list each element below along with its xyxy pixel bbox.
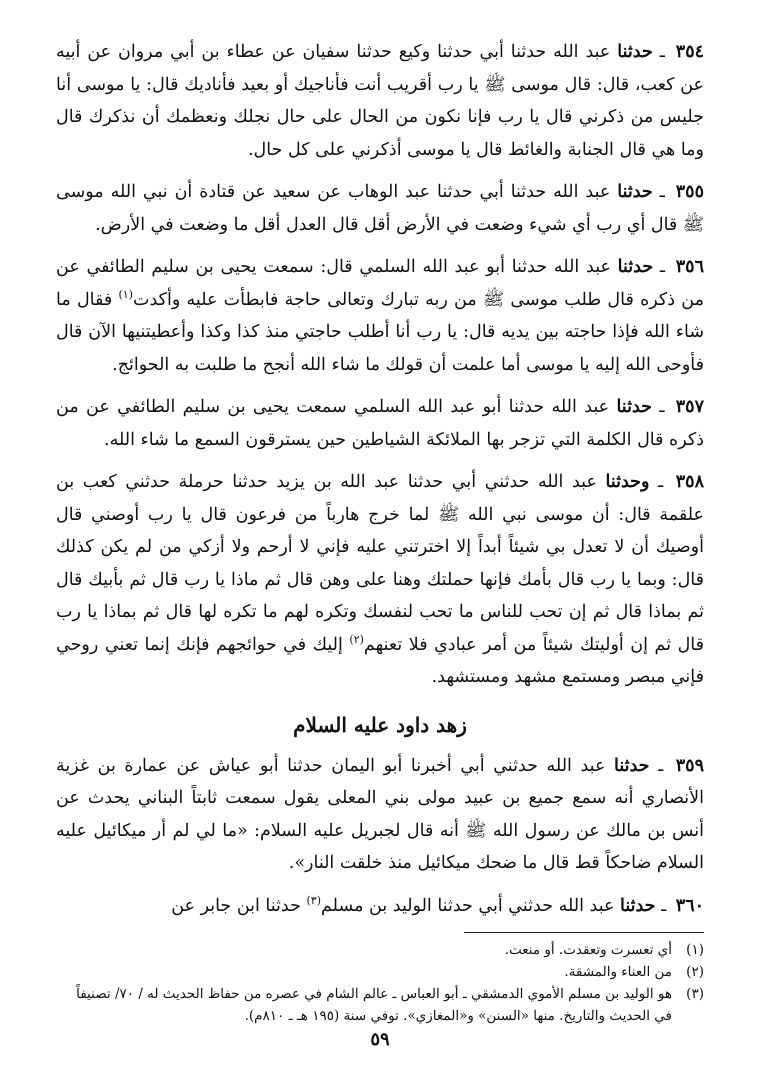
- hadith-number: ٣٥٨: [675, 472, 704, 492]
- hadith-360: [56, 890, 704, 923]
- hadith-357: [56, 391, 704, 456]
- hadith-text-continued: حدثنا ابن جابر عن: [171, 895, 301, 916]
- hadith-359: [56, 750, 704, 880]
- hadith-number: ٣٥٦: [675, 257, 704, 277]
- dash: ـ: [659, 397, 672, 417]
- hadith-text: عبد الله حدثني أبي حدثنا عبد الله بن يزيد حدثنا حرملة حدثني كعب بن علقمة قال: أن موسى نبي الله ﷺ لما خرج هارباً من فرعون قال يا رب أوصني قال أوصيك أن لا تعدل بي شيئاً أبداً إلا اخترتني عليه فإني لا أرحم ولا أزكي من لم يكن كذلك قال: وبما يا رب قال بأمك فإنها حملتك وهنا على وهن قال ثم ماذا يا رب قال ثم بأبيك قال ثم بماذا قال ثم إن تحب للناس ما تحب لنفسك وتكره لهم ما تكره لها قال ثم بماذا يا رب قال ثم إن أوليتك شيئاً من أمر عبادي فلا تعنهم: [56, 472, 704, 655]
- haddathana-keyword: وحدثنا: [605, 472, 650, 492]
- footnote-ref: (١): [118, 287, 133, 301]
- footnote-number: (٣): [686, 986, 704, 1002]
- haddathana-keyword: حدثنا: [617, 42, 653, 62]
- footnote-number: (١): [686, 942, 704, 958]
- hadith-text-continued: فقال ما شاء الله فإذا حاجته بين يديه قال: يا رب أنا أطلب حاجتي منذ كذا وكذا وأعطيتنيها الآن قال فأوحى الله إليه يا موسى أما علمت أن قولك ما شاء الله أنجح ما طلبت به الحوائج.: [56, 289, 704, 375]
- hadith-text: عبد الله حدثنا أبي حدثنا وكيع حدثنا سفيان عن عطاء بن أبي مروان عن أبيه عن كعب، قال: قال موسى ﷺ يا رب أقريب أنت فأناجيك أو بعيد فأناديك قال: يا موسى أنا جليس من ذكرني قال يا رب فإنا نكون من الحال على حال نجلك ونعظمك أن نذكرك قال وما هي قال الجنابة والغائط قال يا موسى أذكرني على كل حال.: [56, 42, 704, 160]
- footnote-text: أي تعسرت وتعقدت. أو منعت.: [504, 942, 672, 958]
- hadith-text-continued: إليك في حوائجهم فإنك إنما تعني روحي فإني مبصر ومستمع مشهد ومستشهد.: [56, 634, 704, 687]
- footnote-text: من العناء والمشقة.: [564, 964, 672, 980]
- dash: ـ: [658, 472, 672, 492]
- footnotes: [56, 939, 704, 1027]
- footnote-ref: (٢): [349, 632, 364, 646]
- hadith-356: [56, 251, 704, 381]
- section-title: زهد داود عليه السلام: [293, 712, 467, 737]
- footnote-ref: (٣): [306, 893, 322, 907]
- footnote-2: [56, 961, 704, 983]
- hadith-text: عبد الله حدثني أبي حدثنا الوليد بن مسلم: [321, 895, 615, 916]
- hadith-number: ٣٥٩: [675, 755, 704, 776]
- footnote-number: (٢): [686, 964, 704, 980]
- hadith-text: عبد الله حدثنا أبي حدثنا عبد الوهاب عن سعيد عن قتادة أن نبي الله موسى ﷺ قال أي رب أي شيء وضعت في الأرض أقل قال العدل أقل ما وضعت في الأرض.: [56, 182, 704, 235]
- hadith-355: [56, 176, 704, 241]
- footnote-1: [56, 939, 704, 961]
- footnote-text: هو الوليد بن مسلم الأموي الدمشقي ـ أبو العباس ـ عالم الشام في عصره من حفاظ الحديث له / ٧٠/ تصنيفاً في الحديث والتاريخ. منها «السنن» و«المغازي». توفي سنة (١٩٥ هـ ـ ٨١٠م).: [76, 986, 672, 1024]
- dash: ـ: [659, 257, 672, 277]
- haddathana-keyword: حدثنا: [617, 182, 653, 202]
- hadith-number: ٣٥٤: [675, 42, 704, 62]
- hadith-number: ٣٦٠: [675, 895, 704, 916]
- hadith-358: [56, 466, 704, 694]
- footnote-divider: [464, 932, 704, 933]
- hadith-number: ٣٥٥: [675, 182, 704, 202]
- haddathana-keyword: حدثنا: [616, 397, 652, 417]
- dash: ـ: [661, 895, 672, 916]
- haddathana-keyword: حدثنا: [620, 895, 656, 916]
- dash: ـ: [658, 755, 672, 776]
- dash: ـ: [659, 182, 672, 202]
- hadith-number: ٣٥٧: [675, 397, 704, 417]
- hadith-text: عبد الله حدثني أبي أخبرنا أبو اليمان حدثنا أبو عياش عن عمارة بن غزية الأنصاري أنه سمع جميع بن عبيد مولى بني المعلى يقول سمعت ثابتاً البناني يحدث عن أنس بن مالك عن رسول الله ﷺ أنه قال لجبريل عليه السلام: «ما لي لم أر ميكائيل عليه السلام ضاحكاً قط قال ما ضحك ميكائيل منذ خلقت النار».: [56, 755, 704, 873]
- hadith-text: عبد الله حدثنا أبو عبد الله السلمي سمعت يحيى بن سليم الطائفي عن من ذكره قال الكلمة التي تزجر بها الملائكة الشياطين حين يسترقون السمع ما شاء الله.: [56, 397, 704, 450]
- hadith-text: عبد الله حدثنا أبو عبد الله السلمي قال: سمعت يحيى بن سليم الطائفي عن من ذكره قال طلب موسى ﷺ من ربه تبارك وتعالى حاجة فابطأت عليه وأكدت: [56, 257, 704, 310]
- hadith-354: [56, 36, 704, 166]
- haddathana-keyword: حدثنا: [617, 257, 654, 277]
- footnote-3: [56, 983, 704, 1027]
- page-number: ٥٩: [370, 1029, 390, 1050]
- haddathana-keyword: حدثنا: [613, 755, 650, 776]
- dash: ـ: [659, 42, 672, 62]
